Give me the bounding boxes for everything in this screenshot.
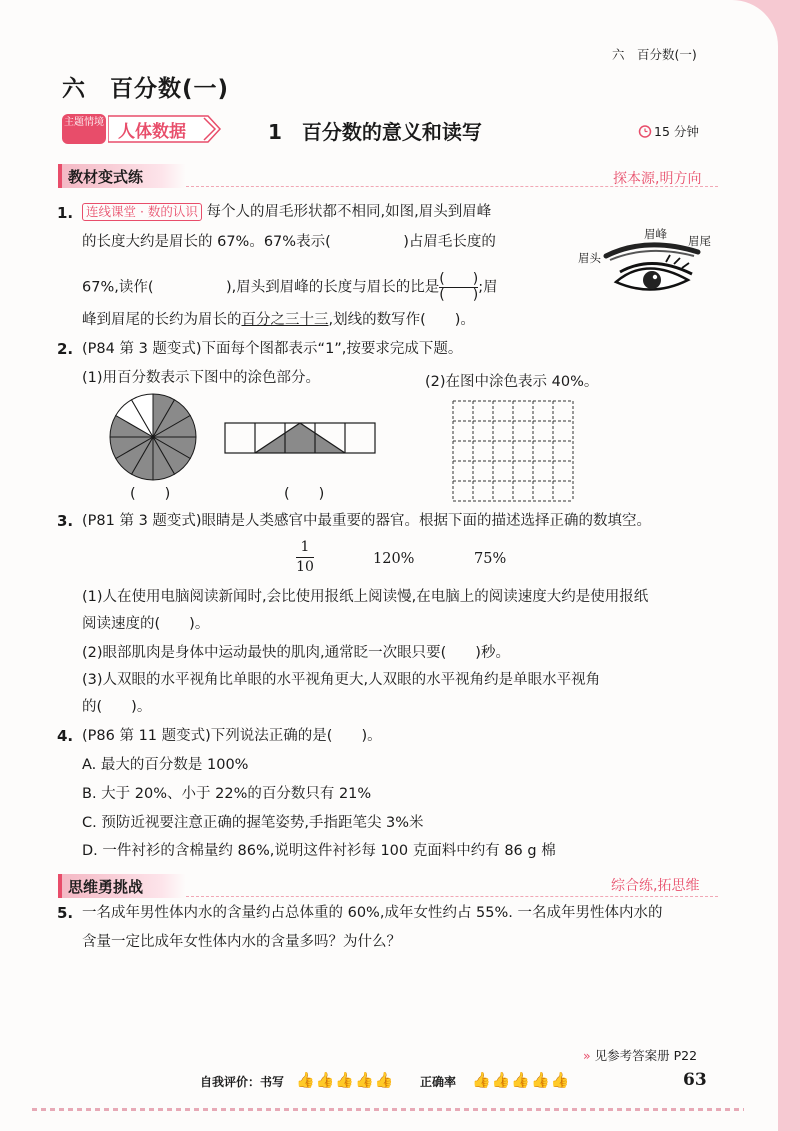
q2-sub-2: (2)在图中涂色表示 40%。 <box>425 374 599 390</box>
q2-answer-blank-a[interactable]: ( ) <box>130 486 171 502</box>
q5-line-1: 一名成年男性体内水的含量约占总体重的 60%,成年女性约占 55%. 一名成年男性体内水的 <box>82 905 663 921</box>
page-number: 63 <box>683 1070 707 1090</box>
label-brow-peak: 眉峰 <box>644 227 667 241</box>
answer-reference <box>583 1046 697 1064</box>
section-subtitle-challenge: 综合练,拓思维 <box>611 878 700 894</box>
choice-fraction <box>296 538 314 577</box>
ratio-denominator: ( ) <box>439 287 479 303</box>
question-number: 1. <box>57 204 74 222</box>
q2-sub-1: (1)用百分数表示下图中的涂色部分。 <box>82 370 321 386</box>
q1-text-4a: 峰到眉尾的长约为眉长的 <box>82 312 242 328</box>
self-eval-label: 自我评价：书写 <box>200 1075 285 1089</box>
q4-option-c[interactable]: C. 预防近视要注意正确的握笔姿势,手指距笔尖 3%米 <box>82 815 424 831</box>
choice-fraction-numerator: 1 <box>300 539 310 555</box>
question-number: 4. <box>57 727 74 745</box>
choice-percent-75: 75% <box>474 551 507 567</box>
q3-part-3a: (3)人双眼的水平视角比单眼的水平视角更大,人双眼的水平视角约是单眼水平视角 <box>82 672 601 688</box>
q4-option-b[interactable]: B. 大于 20%、小于 22%的百分数只有 21% <box>82 786 372 802</box>
chapter-title: 六 百分数(一) <box>62 76 230 102</box>
q1-underlined-number: 百分之三十三 <box>241 312 329 328</box>
accuracy-rating-thumbs[interactable]: 👍👍👍👍👍 <box>472 1071 571 1089</box>
q2-answer-blank-b[interactable]: ( ) <box>284 486 325 502</box>
q1-line-2: 的长度大约是眉长的 67%。67%表示( )占眉毛长度的 <box>82 234 496 250</box>
answer-reference-text: 见参考答案册 P22 <box>594 1048 698 1063</box>
theme-name: 人体数据 <box>118 122 186 142</box>
choice-fraction-denominator: 10 <box>296 559 314 575</box>
bottom-decoration <box>32 1108 744 1111</box>
q3-part-1a: (1)人在使用电脑阅读新闻时,会比使用报纸上阅读慢,在电脑上的阅读速度大约是使用报纸 <box>82 589 649 605</box>
q1-topic-tag: 连线课堂 · 数的认识 <box>82 203 202 221</box>
question-number: 5. <box>57 904 74 922</box>
q1-text-3b: ;眉 <box>478 279 498 296</box>
double-chevron-icon: » <box>583 1048 591 1063</box>
q1-ratio-blank[interactable] <box>439 272 478 303</box>
label-brow-head: 眉头 <box>578 251 601 265</box>
section-divider <box>186 896 718 897</box>
running-header: 六 百分数(一) <box>612 47 697 62</box>
q4-option-d[interactable]: D. 一件衬衫的含棉量约 86%,说明这件衬衫每 100 克面料中约有 86 g 棉 <box>82 843 556 859</box>
q3-part-1b: 阅读速度的( )。 <box>82 616 210 632</box>
q1-line-3 <box>82 272 498 303</box>
clock-icon <box>638 124 652 138</box>
shaded-circle-figure <box>108 392 198 482</box>
lesson-title: 1 百分数的意义和读写 <box>268 120 482 144</box>
section-title-textbook: 教材变式练 <box>58 164 186 188</box>
choice-percent-120: 120% <box>373 551 415 567</box>
question-number: 2. <box>57 340 74 358</box>
section-subtitle-textbook: 探本源,明方向 <box>613 171 702 187</box>
q4-option-a[interactable]: A. 最大的百分数是 100% <box>82 757 249 773</box>
q5-line-2: 含量一定比成年女性体内水的含量多吗？为什么？ <box>82 934 401 950</box>
time-label: 15 分钟 <box>654 124 699 139</box>
dashed-grid-figure[interactable] <box>452 400 574 502</box>
handwriting-rating-thumbs[interactable]: 👍👍👍👍👍 <box>296 1071 395 1089</box>
q3-text: (P81 第 3 题变式)眼睛是人类感官中最重要的器官。根据下面的描述选择正确的数填空。 <box>82 513 652 529</box>
accuracy-label: 正确率 <box>420 1075 457 1089</box>
shaded-rectangle-figure <box>224 422 378 454</box>
label-brow-tail: 眉尾 <box>688 234 711 248</box>
q1-text-4b: ,划线的数写作( )。 <box>328 312 475 328</box>
theme-badge: 主题情境 <box>62 114 106 144</box>
q1-line-1 <box>82 202 491 222</box>
q1-line-4 <box>82 310 475 330</box>
question-number: 3. <box>57 512 74 530</box>
q2-text: (P84 第 3 题变式)下面每个图都表示“1”,按要求完成下题。 <box>82 341 463 357</box>
ratio-numerator: ( ) <box>439 271 479 287</box>
q3-part-2: (2)眼部肌肉是身体中运动最快的肌肉,通常眨一次眼只要( )秒。 <box>82 645 510 661</box>
q3-part-3b: 的( )。 <box>82 699 152 715</box>
q4-text: (P86 第 11 题变式)下列说法正确的是( )。 <box>82 728 382 744</box>
section-title-challenge: 思维勇挑战 <box>58 874 186 898</box>
q1-text-1: 每个人的眉毛形状都不相同,如图,眉头到眉峰 <box>206 204 492 220</box>
q1-text-3a: 67%,读作( ),眉头到眉峰的长度与眉长的比是 <box>82 279 440 296</box>
